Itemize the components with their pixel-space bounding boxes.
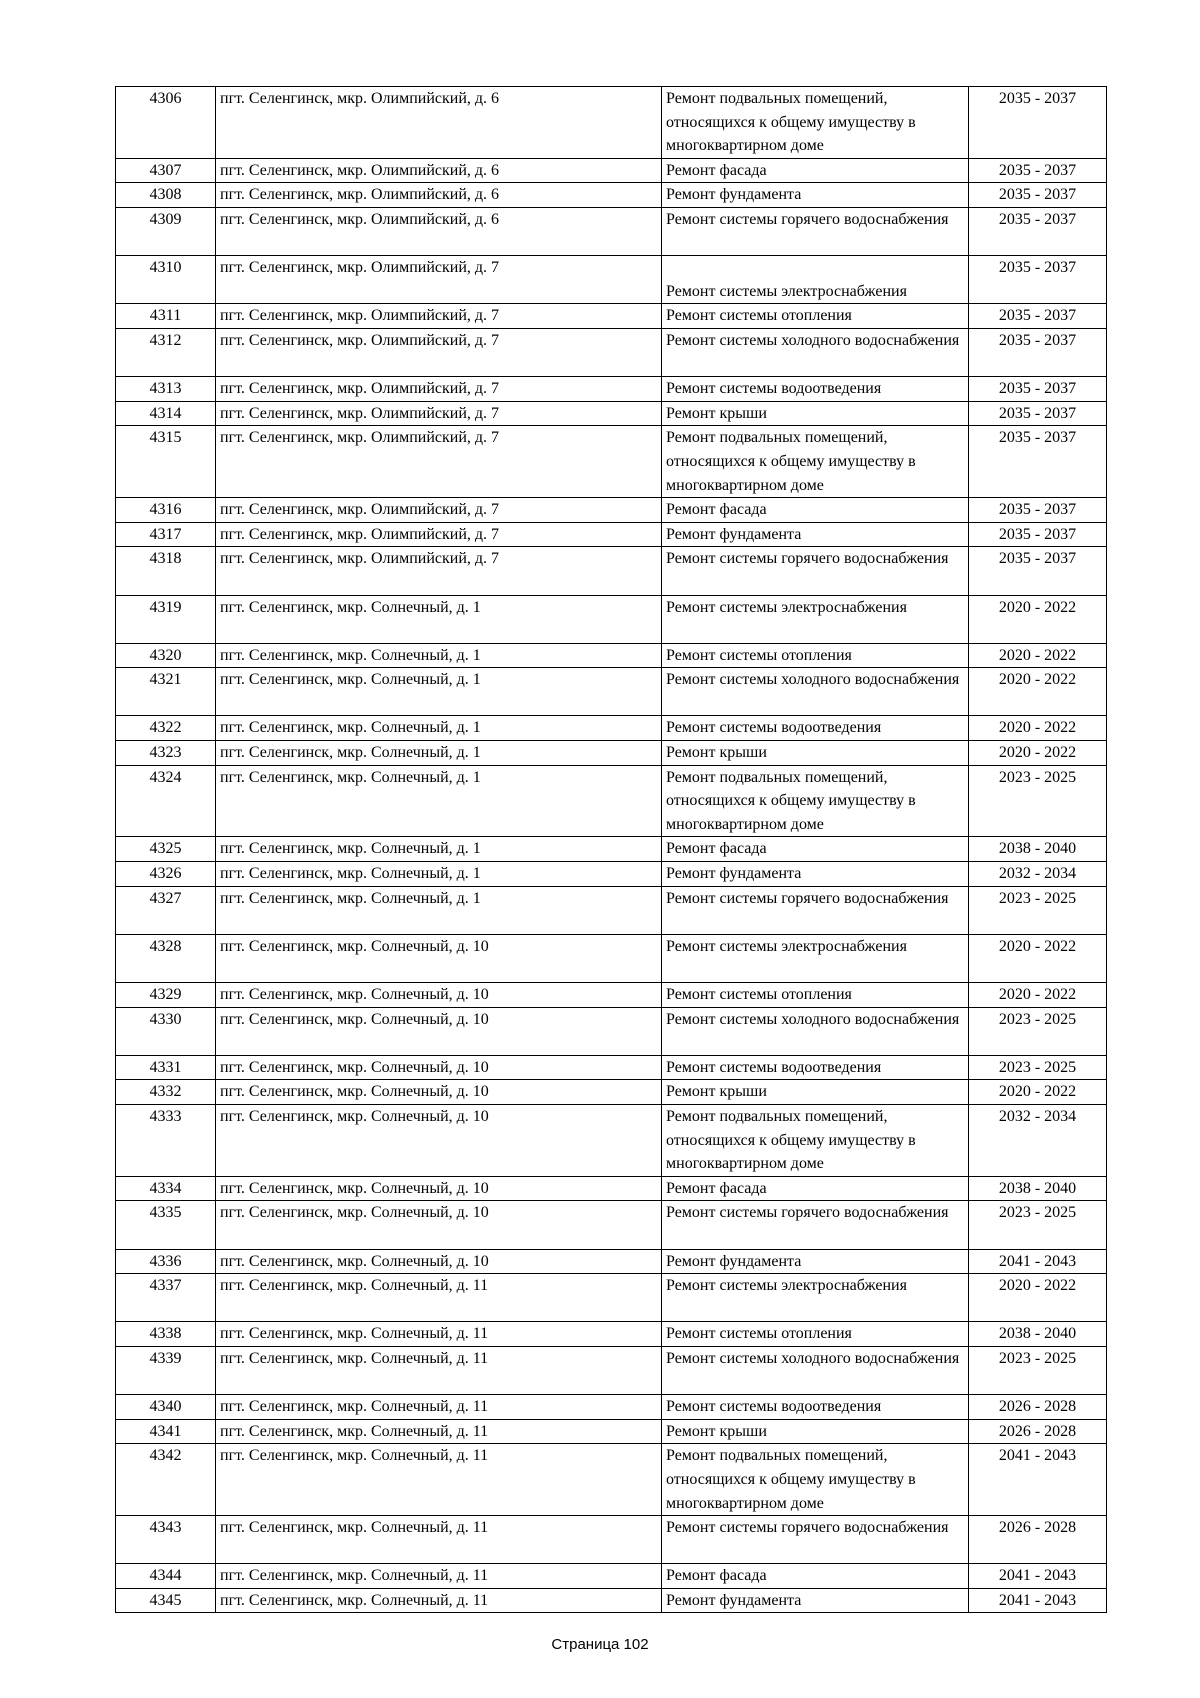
row-number-cell: 4339 — [116, 1346, 216, 1394]
table-row — [116, 1444, 1107, 1516]
table-row — [116, 1055, 1107, 1080]
table-row — [116, 1564, 1107, 1589]
period-cell: 2023 - 2025 — [969, 1055, 1107, 1080]
capital-repair-schedule-table — [115, 86, 1107, 1613]
address-cell: пгт. Селенгинск, мкр. Солнечный, д. 10 — [216, 983, 662, 1008]
work-type-cell: Ремонт системы холодного водоснабжения — [662, 1346, 969, 1394]
table-row — [116, 886, 1107, 934]
work-type-cell: Ремонт системы электроснабжения — [662, 595, 969, 643]
work-type-cell: Ремонт крыши — [662, 401, 969, 426]
period-cell: 2032 - 2034 — [969, 1104, 1107, 1176]
row-number-cell: 4342 — [116, 1444, 216, 1516]
schedule-table-body — [116, 87, 1107, 1613]
address-cell: пгт. Селенгинск, мкр. Олимпийский, д. 6 — [216, 183, 662, 208]
address-cell: пгт. Селенгинск, мкр. Солнечный, д. 11 — [216, 1395, 662, 1420]
row-number-cell: 4332 — [116, 1080, 216, 1105]
work-type-cell: Ремонт системы горячего водоснабжения — [662, 886, 969, 934]
row-number-cell: 4331 — [116, 1055, 216, 1080]
work-type-cell: Ремонт системы водоотведения — [662, 1395, 969, 1420]
address-cell: пгт. Селенгинск, мкр. Олимпийский, д. 7 — [216, 256, 662, 304]
table-row — [116, 377, 1107, 402]
period-cell: 2041 - 2043 — [969, 1249, 1107, 1274]
address-cell: пгт. Селенгинск, мкр. Солнечный, д. 11 — [216, 1444, 662, 1516]
period-cell: 2020 - 2022 — [969, 668, 1107, 716]
table-row — [116, 1346, 1107, 1394]
period-cell: 2023 - 2025 — [969, 1201, 1107, 1249]
row-number-cell: 4329 — [116, 983, 216, 1008]
period-cell: 2035 - 2037 — [969, 426, 1107, 498]
address-cell: пгт. Селенгинск, мкр. Солнечный, д. 10 — [216, 1007, 662, 1055]
row-number-cell: 4343 — [116, 1516, 216, 1564]
row-number-cell: 4322 — [116, 716, 216, 741]
address-cell: пгт. Селенгинск, мкр. Солнечный, д. 1 — [216, 643, 662, 668]
address-cell: пгт. Селенгинск, мкр. Солнечный, д. 10 — [216, 1249, 662, 1274]
table-row — [116, 547, 1107, 595]
address-cell: пгт. Селенгинск, мкр. Солнечный, д. 1 — [216, 886, 662, 934]
work-type-cell: Ремонт системы электроснабжения — [662, 256, 969, 304]
row-number-cell: 4326 — [116, 862, 216, 887]
table-row — [116, 1176, 1107, 1201]
period-cell: 2035 - 2037 — [969, 498, 1107, 523]
period-cell: 2020 - 2022 — [969, 1080, 1107, 1105]
work-type-cell: Ремонт системы электроснабжения — [662, 934, 969, 982]
address-cell: пгт. Селенгинск, мкр. Олимпийский, д. 6 — [216, 207, 662, 255]
address-cell: пгт. Селенгинск, мкр. Солнечный, д. 1 — [216, 741, 662, 766]
row-number-cell: 4330 — [116, 1007, 216, 1055]
row-number-cell: 4314 — [116, 401, 216, 426]
period-cell: 2020 - 2022 — [969, 716, 1107, 741]
row-number-cell: 4319 — [116, 595, 216, 643]
work-type-cell: Ремонт фасада — [662, 498, 969, 523]
row-number-cell: 4341 — [116, 1419, 216, 1444]
table-row — [116, 643, 1107, 668]
address-cell: пгт. Селенгинск, мкр. Олимпийский, д. 7 — [216, 522, 662, 547]
work-type-cell: Ремонт крыши — [662, 1419, 969, 1444]
work-type-cell: Ремонт фундамента — [662, 183, 969, 208]
work-type-cell: Ремонт системы отопления — [662, 1322, 969, 1347]
period-cell: 2035 - 2037 — [969, 87, 1107, 159]
row-number-cell: 4310 — [116, 256, 216, 304]
period-cell: 2026 - 2028 — [969, 1419, 1107, 1444]
table-row — [116, 934, 1107, 982]
period-cell: 2023 - 2025 — [969, 1346, 1107, 1394]
row-number-cell: 4345 — [116, 1588, 216, 1613]
address-cell: пгт. Селенгинск, мкр. Олимпийский, д. 7 — [216, 401, 662, 426]
table-row — [116, 983, 1107, 1008]
work-type-cell: Ремонт подвальных помещений, относящихся к общему имуществу в многоквартирном доме — [662, 87, 969, 159]
row-number-cell: 4336 — [116, 1249, 216, 1274]
work-type-cell: Ремонт крыши — [662, 741, 969, 766]
work-type-cell: Ремонт фасада — [662, 1176, 969, 1201]
row-number-cell: 4316 — [116, 498, 216, 523]
table-row — [116, 765, 1107, 837]
period-cell: 2041 - 2043 — [969, 1444, 1107, 1516]
period-cell: 2020 - 2022 — [969, 1274, 1107, 1322]
table-row — [116, 1588, 1107, 1613]
page-number: Страница 102 — [551, 1636, 649, 1653]
address-cell: пгт. Селенгинск, мкр. Солнечный, д. 11 — [216, 1419, 662, 1444]
row-number-cell: 4334 — [116, 1176, 216, 1201]
table-row — [116, 1322, 1107, 1347]
address-cell: пгт. Селенгинск, мкр. Олимпийский, д. 7 — [216, 304, 662, 329]
period-cell: 2035 - 2037 — [969, 377, 1107, 402]
period-cell: 2020 - 2022 — [969, 741, 1107, 766]
row-number-cell: 4340 — [116, 1395, 216, 1420]
row-number-cell: 4324 — [116, 765, 216, 837]
address-cell: пгт. Селенгинск, мкр. Солнечный, д. 11 — [216, 1564, 662, 1589]
row-number-cell: 4335 — [116, 1201, 216, 1249]
work-type-cell: Ремонт системы горячего водоснабжения — [662, 207, 969, 255]
row-number-cell: 4312 — [116, 328, 216, 376]
work-type-cell: Ремонт системы горячего водоснабжения — [662, 1516, 969, 1564]
work-type-cell: Ремонт системы горячего водоснабжения — [662, 1201, 969, 1249]
address-cell: пгт. Селенгинск, мкр. Олимпийский, д. 7 — [216, 498, 662, 523]
address-cell: пгт. Селенгинск, мкр. Солнечный, д. 11 — [216, 1322, 662, 1347]
row-number-cell: 4306 — [116, 87, 216, 159]
work-type-cell: Ремонт системы отопления — [662, 983, 969, 1008]
period-cell: 2038 - 2040 — [969, 1176, 1107, 1201]
row-number-cell: 4337 — [116, 1274, 216, 1322]
period-cell: 2035 - 2037 — [969, 304, 1107, 329]
work-type-cell: Ремонт системы электроснабжения — [662, 1274, 969, 1322]
row-number-cell: 4309 — [116, 207, 216, 255]
period-cell: 2026 - 2028 — [969, 1395, 1107, 1420]
row-number-cell: 4338 — [116, 1322, 216, 1347]
address-cell: пгт. Селенгинск, мкр. Солнечный, д. 11 — [216, 1588, 662, 1613]
table-row — [116, 158, 1107, 183]
table-row — [116, 741, 1107, 766]
period-cell: 2035 - 2037 — [969, 183, 1107, 208]
work-type-cell: Ремонт системы отопления — [662, 643, 969, 668]
row-number-cell: 4328 — [116, 934, 216, 982]
work-type-cell: Ремонт фундамента — [662, 1249, 969, 1274]
table-row — [116, 401, 1107, 426]
address-cell: пгт. Селенгинск, мкр. Солнечный, д. 10 — [216, 1080, 662, 1105]
work-type-cell: Ремонт фасада — [662, 837, 969, 862]
table-row — [116, 522, 1107, 547]
work-type-cell: Ремонт системы водоотведения — [662, 377, 969, 402]
address-cell: пгт. Селенгинск, мкр. Солнечный, д. 1 — [216, 765, 662, 837]
address-cell: пгт. Селенгинск, мкр. Олимпийский, д. 6 — [216, 87, 662, 159]
period-cell: 2020 - 2022 — [969, 595, 1107, 643]
table-row — [116, 183, 1107, 208]
row-number-cell: 4313 — [116, 377, 216, 402]
row-number-cell: 4321 — [116, 668, 216, 716]
work-type-cell: Ремонт фундамента — [662, 862, 969, 887]
row-number-cell: 4308 — [116, 183, 216, 208]
address-cell: пгт. Селенгинск, мкр. Солнечный, д. 11 — [216, 1346, 662, 1394]
table-row — [116, 1080, 1107, 1105]
address-cell: пгт. Селенгинск, мкр. Олимпийский, д. 6 — [216, 158, 662, 183]
address-cell: пгт. Селенгинск, мкр. Солнечный, д. 1 — [216, 716, 662, 741]
table-row — [116, 668, 1107, 716]
period-cell: 2023 - 2025 — [969, 886, 1107, 934]
row-number-cell: 4320 — [116, 643, 216, 668]
table-row — [116, 1395, 1107, 1420]
address-cell: пгт. Селенгинск, мкр. Олимпийский, д. 7 — [216, 328, 662, 376]
period-cell: 2041 - 2043 — [969, 1564, 1107, 1589]
address-cell: пгт. Селенгинск, мкр. Солнечный, д. 10 — [216, 1176, 662, 1201]
address-cell: пгт. Селенгинск, мкр. Олимпийский, д. 7 — [216, 547, 662, 595]
table-row — [116, 1007, 1107, 1055]
row-number-cell: 4323 — [116, 741, 216, 766]
work-type-cell: Ремонт подвальных помещений, относящихся к общему имуществу в многоквартирном доме — [662, 1104, 969, 1176]
row-number-cell: 4318 — [116, 547, 216, 595]
period-cell: 2023 - 2025 — [969, 1007, 1107, 1055]
work-type-cell: Ремонт фундамента — [662, 522, 969, 547]
work-type-cell: Ремонт системы водоотведения — [662, 1055, 969, 1080]
period-cell: 2032 - 2034 — [969, 862, 1107, 887]
period-cell: 2041 - 2043 — [969, 1588, 1107, 1613]
period-cell: 2026 - 2028 — [969, 1516, 1107, 1564]
work-type-cell: Ремонт фасада — [662, 158, 969, 183]
row-number-cell: 4317 — [116, 522, 216, 547]
period-cell: 2038 - 2040 — [969, 1322, 1107, 1347]
work-type-cell: Ремонт фундамента — [662, 1588, 969, 1613]
row-number-cell: 4344 — [116, 1564, 216, 1589]
table-row — [116, 256, 1107, 304]
table-row — [116, 498, 1107, 523]
address-cell: пгт. Селенгинск, мкр. Солнечный, д. 1 — [216, 668, 662, 716]
work-type-cell: Ремонт системы холодного водоснабжения — [662, 1007, 969, 1055]
work-type-cell: Ремонт подвальных помещений, относящихся к общему имуществу в многоквартирном доме — [662, 426, 969, 498]
table-row — [116, 716, 1107, 741]
row-number-cell: 4315 — [116, 426, 216, 498]
period-cell: 2035 - 2037 — [969, 207, 1107, 255]
address-cell: пгт. Селенгинск, мкр. Солнечный, д. 1 — [216, 862, 662, 887]
period-cell: 2020 - 2022 — [969, 983, 1107, 1008]
table-row — [116, 595, 1107, 643]
period-cell: 2035 - 2037 — [969, 401, 1107, 426]
row-number-cell: 4311 — [116, 304, 216, 329]
table-row — [116, 1419, 1107, 1444]
period-cell: 2035 - 2037 — [969, 158, 1107, 183]
address-cell: пгт. Селенгинск, мкр. Солнечный, д. 1 — [216, 595, 662, 643]
period-cell: 2023 - 2025 — [969, 765, 1107, 837]
table-row — [116, 1104, 1107, 1176]
work-type-cell: Ремонт подвальных помещений, относящихся к общему имуществу в многоквартирном доме — [662, 765, 969, 837]
table-row — [116, 1249, 1107, 1274]
row-number-cell: 4307 — [116, 158, 216, 183]
table-row — [116, 328, 1107, 376]
period-cell: 2035 - 2037 — [969, 256, 1107, 304]
address-cell: пгт. Селенгинск, мкр. Солнечный, д. 10 — [216, 1104, 662, 1176]
address-cell: пгт. Селенгинск, мкр. Солнечный, д. 11 — [216, 1516, 662, 1564]
address-cell: пгт. Селенгинск, мкр. Солнечный, д. 10 — [216, 1201, 662, 1249]
table-row — [116, 862, 1107, 887]
period-cell: 2038 - 2040 — [969, 837, 1107, 862]
work-type-cell: Ремонт системы холодного водоснабжения — [662, 668, 969, 716]
row-number-cell: 4327 — [116, 886, 216, 934]
address-cell: пгт. Селенгинск, мкр. Олимпийский, д. 7 — [216, 426, 662, 498]
period-cell: 2035 - 2037 — [969, 522, 1107, 547]
work-type-cell: Ремонт фасада — [662, 1564, 969, 1589]
work-type-cell: Ремонт подвальных помещений, относящихся к общему имуществу в многоквартирном доме — [662, 1444, 969, 1516]
work-type-cell: Ремонт системы холодного водоснабжения — [662, 328, 969, 376]
work-type-cell: Ремонт системы отопления — [662, 304, 969, 329]
table-row — [116, 837, 1107, 862]
period-cell: 2020 - 2022 — [969, 643, 1107, 668]
address-cell: пгт. Селенгинск, мкр. Солнечный, д. 11 — [216, 1274, 662, 1322]
table-row — [116, 1274, 1107, 1322]
table-row — [116, 304, 1107, 329]
address-cell: пгт. Селенгинск, мкр. Солнечный, д. 1 — [216, 837, 662, 862]
period-cell: 2035 - 2037 — [969, 328, 1107, 376]
address-cell: пгт. Селенгинск, мкр. Солнечный, д. 10 — [216, 1055, 662, 1080]
table-row — [116, 87, 1107, 159]
work-type-cell: Ремонт крыши — [662, 1080, 969, 1105]
row-number-cell: 4325 — [116, 837, 216, 862]
address-cell: пгт. Селенгинск, мкр. Солнечный, д. 10 — [216, 934, 662, 982]
table-row — [116, 207, 1107, 255]
table-row — [116, 1201, 1107, 1249]
address-cell: пгт. Селенгинск, мкр. Олимпийский, д. 7 — [216, 377, 662, 402]
table-row — [116, 1516, 1107, 1564]
work-type-cell: Ремонт системы водоотведения — [662, 716, 969, 741]
work-type-cell: Ремонт системы горячего водоснабжения — [662, 547, 969, 595]
table-row — [116, 426, 1107, 498]
period-cell: 2020 - 2022 — [969, 934, 1107, 982]
period-cell: 2035 - 2037 — [969, 547, 1107, 595]
row-number-cell: 4333 — [116, 1104, 216, 1176]
